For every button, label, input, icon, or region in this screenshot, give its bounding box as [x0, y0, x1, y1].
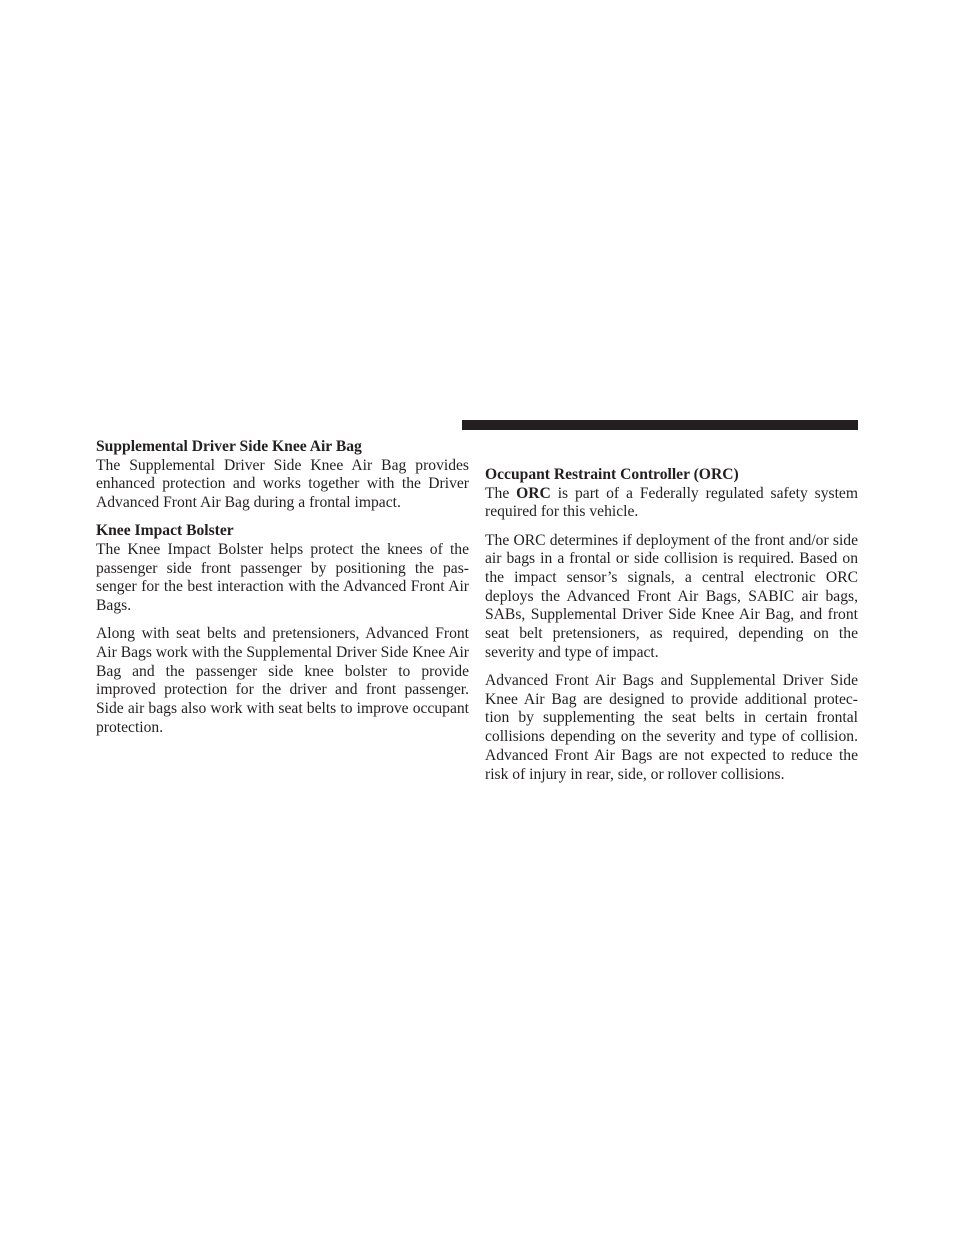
right-column: [485, 466, 858, 794]
paragraph-orc-advanced-bags: Advanced Front Air Bags and Supplemental Driver Side Knee Air Bag are designed to provide additional protec-tion by supplementing the seat belts in certain frontal collisions depending on the severity and type of collision. Advanced Front Air Bags are not expected to reduce the risk of injury in rear, side, or rollover collisions.: [485, 672, 858, 783]
paragraph-seat-belts-pretensioners: Along with seat belts and pretensioners, Advanced Front Air Bags work with the Supplemental Driver Side Knee Air Bag and the passenger side knee bolster to provide improved protection for the driver and front passenger. Side air bags also work with seat belts to improve occupant protection.: [96, 625, 469, 736]
left-column: [96, 438, 469, 747]
heading-orc: Occupant Restraint Controller (ORC): [485, 466, 739, 483]
heading-knee-air-bag: Supplemental Driver Side Knee Air Bag: [96, 438, 362, 455]
paragraph-orc-intro: [485, 485, 858, 522]
section-rule-bar: [462, 420, 858, 430]
paragraph-knee-impact-bolster: The Knee Impact Bolster helps protect the knees of the passenger side front passenger by positioning the pas-senger for the best interaction with the Advanced Front Air Bags.: [96, 541, 469, 615]
paragraph-orc-deployment: The ORC determines if deployment of the front and/or side air bags in a frontal or side collision is required. Based on the impact sensor’s signals, a central electronic ORC deploys the Advanced Front Air Bags, SABIC air bags, SABs, Supplemental Driver Side Knee Air Bag, and front seat belt pretensioners, as required, depending on the severity and type of impact.: [485, 531, 858, 661]
section-knee-air-bag: [96, 438, 469, 513]
orc-intro-suffix: is part of a Federally regulated safety system required for this vehicle.: [485, 484, 858, 521]
paragraph-knee-air-bag: The Supplemental Driver Side Knee Air Bag provides enhanced protection and works together with the Driver Advanced Front Air Bag during a frontal impact.: [96, 456, 469, 512]
orc-intro-prefix: The: [485, 484, 517, 502]
heading-knee-impact-bolster: Knee Impact Bolster: [96, 522, 234, 540]
orc-intro-bold: ORC: [516, 484, 551, 502]
section-knee-impact-bolster: [96, 522, 469, 737]
